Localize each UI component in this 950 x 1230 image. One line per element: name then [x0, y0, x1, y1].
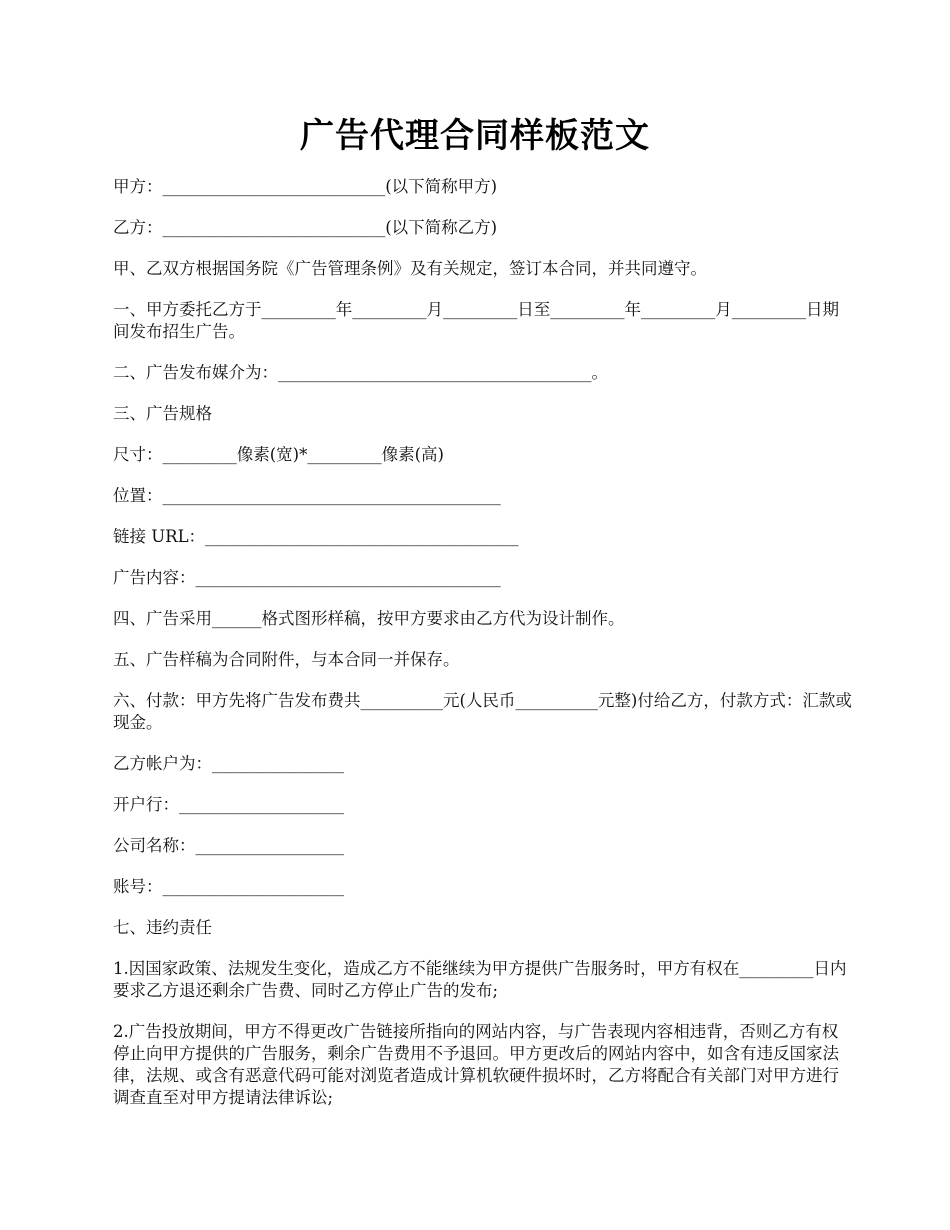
document-title: 广告代理合同样板范文 [300, 116, 650, 156]
company-name-line: 公司名称：__________________ [113, 836, 344, 855]
position-line: 位置：_________________________________________ [113, 486, 501, 505]
size-line: 尺寸：_________像素(宽)*_________像素(高) [113, 445, 444, 464]
ad-content-line: 广告内容：_____________________________________ [113, 568, 501, 587]
clause-7-heading: 七、违约责任 [113, 918, 212, 937]
link-url-line: 链接 URL：______________________________________ [113, 527, 519, 546]
clause-7-item-1: 1.因国家政策、法规发生变化，造成乙方不能继续为甲方提供广告服务时，甲方有权在_________日内要求乙方退还剩余广告费、同时乙方停止广告的发布; [113, 959, 847, 1000]
party-b-line: 乙方：___________________________(以下简称乙方) [113, 218, 498, 237]
clause-2-paragraph: 二、广告发布媒介为：______________________________________。 [113, 363, 608, 382]
party-a-line: 甲方：___________________________(以下简称甲方) [113, 177, 498, 196]
clause-7-item-2: 2.广告投放期间，甲方不得更改广告链接所指向的网站内容，与广告表现内容相违背，否则乙方有权停止向甲方提供的广告服务，剩余广告费用不予退回。甲方更改后的网站内容中，如含有违反国家法律，法规、或含有恶意代码可能对浏览者造成计算机软硬件损坏时，乙方将配合有关部门对甲方进行调查直至对甲方提请法律诉讼; [113, 1022, 839, 1107]
preamble-paragraph: 甲、乙双方根据国务院《广告管理条例》及有关规定，签订本合同，并共同遵守。 [113, 259, 707, 278]
clause-6-paragraph: 六、付款：甲方先将广告发布费共__________元(人民币__________元整)付给乙方，付款方式：汇款或现金。 [113, 691, 852, 732]
document-body [113, 176, 853, 1128]
clause-1-paragraph: 一、甲方委托乙方于_________年_________月_________日至_________年_________月_________日期间发布招生广告。 [113, 300, 839, 341]
clause-5-paragraph: 五、广告样稿为合同附件，与本合同一并保存。 [113, 650, 460, 669]
account-number-line: 账号：______________________ [113, 877, 344, 896]
clause-4-paragraph: 四、广告采用______格式图形样稿，按甲方要求由乙方代为设计制作。 [113, 609, 625, 628]
account-line: 乙方帐户为：________________ [113, 754, 344, 773]
bank-line: 开户行：____________________ [113, 795, 344, 814]
clause-3-heading: 三、广告规格 [113, 404, 212, 423]
